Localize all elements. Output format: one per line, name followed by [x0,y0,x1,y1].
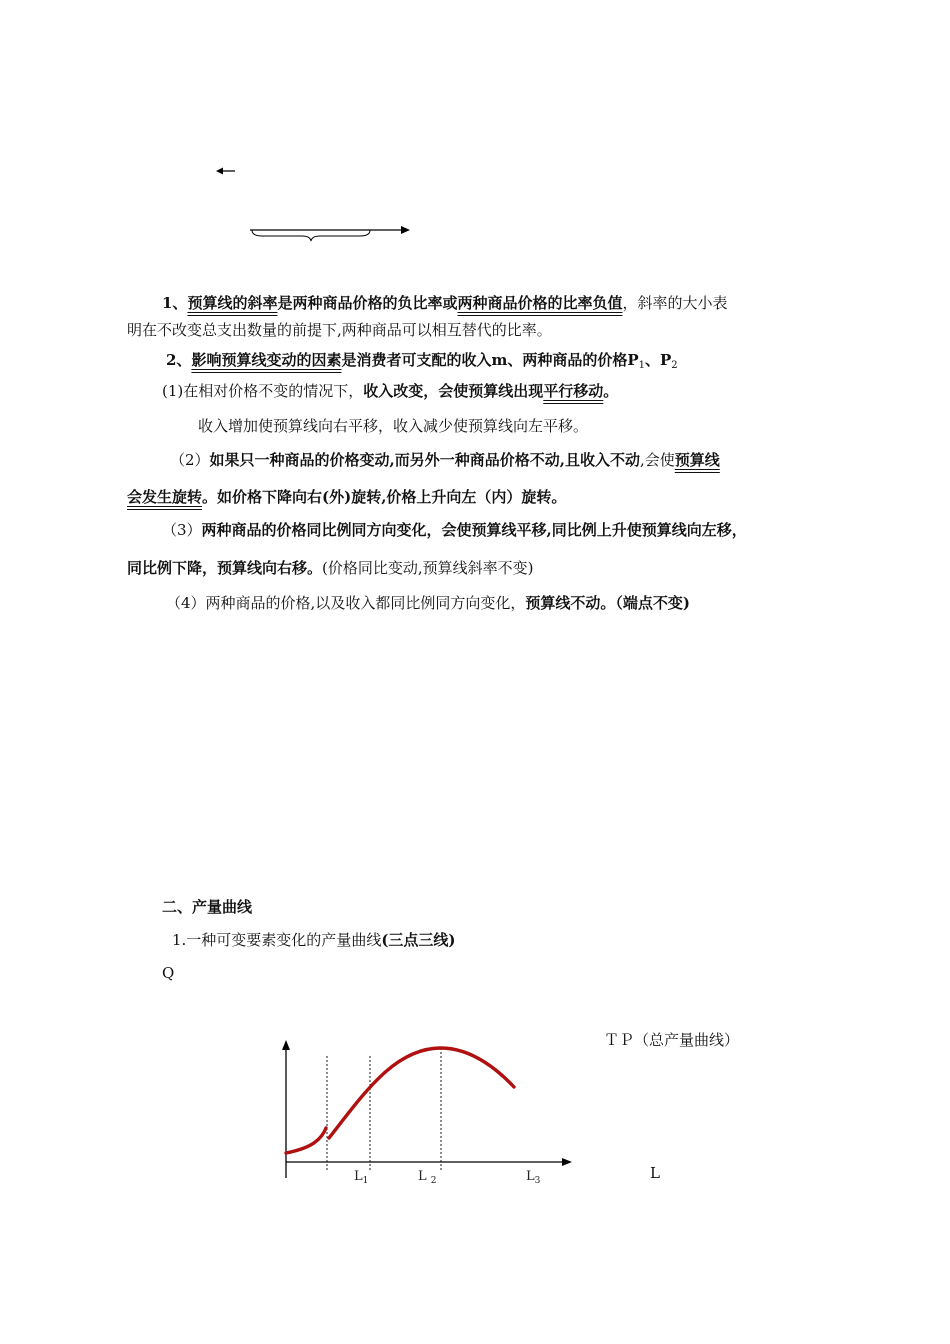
para-prefix: 2、 [166,351,192,369]
key-term-budget-line: 预算线 [674,451,720,469]
subscript: 1 [638,360,645,371]
text-bold: 是两种商品价格的负比率或 [277,294,458,312]
key-term-ratio: 两种商品价格的比率负值 [457,294,623,312]
key-term-factors: 影响预算线变动的因素 [191,351,342,369]
section-title: 二、产量曲线 [162,898,253,916]
tick-label-l3: $L_3$ [526,1169,541,1186]
text-bold: 收入改变，会使预算线出现 [363,382,544,400]
text-bold: 是消费者可支配的收入m、两种商品的价格P [341,351,639,369]
text-bold: (三点三线) [381,931,456,949]
key-term-parallel: 平行移动 [543,382,604,400]
text-bold: 如果只一种商品的价格变动,而另外一种商品价格不动,且收入不动 [209,451,640,469]
text-bold: 、P [644,351,672,369]
text-bold: 预算线不动。（端点不变) [525,594,690,612]
y-axis-arrow-icon [282,1040,290,1050]
text-plain: （2） [170,451,210,469]
para-income-change-line2: 收入增加使预算线向右平移，收入减少使预算线向左平移。 [198,417,589,435]
text-plain: (价格同比变动,预算线斜率不变) [322,559,534,577]
key-term-rotate: 会发生旋转 [127,488,203,506]
text-plain: （4）两种商品的价格,以及收入都同比例同方向变化， [166,594,526,612]
para-prefix: 1、 [162,294,188,312]
text-plain: （3） [162,521,202,539]
subscript: 2 [671,360,678,371]
tick-label-l2: L $_2$ [418,1169,437,1186]
tick-label-l1: $L_1$ [354,1169,369,1186]
para-budget-slope-line2: 明在不改变总支出数量的前提下,两种商品可以相互替代的比率。 [127,321,552,339]
tp-curve-segment-concave [329,1048,514,1138]
text-bold: 。 [603,382,619,400]
text-plain: (1)在相对价格不变的情况下， [162,382,364,400]
x-axis-arrow-icon [562,1158,572,1166]
x-axis-label: L [650,1164,660,1182]
y-axis-label: Q [162,964,175,982]
text-plain: ,会使 [640,451,675,469]
curve-label-tp: ＴＰ（总产量曲线） [604,1031,740,1049]
text-bold: 。如价格下降向右(外)旋转,价格上升向左（内）旋转。 [202,488,567,506]
key-term-slope: 预算线的斜率 [187,294,278,312]
text-bold: 同比例下降，预算线向右移。 [127,559,323,577]
text-bold: 两种商品的价格同比例同方向变化，会使预算线平移,同比例上升使预算线向左移， [201,521,747,539]
tp-curve-segment-convex [286,1128,326,1153]
text-plain: 1.一种可变要素变化的产量曲线 [172,931,382,949]
text-plain: ，斜率的大小表 [622,294,728,312]
